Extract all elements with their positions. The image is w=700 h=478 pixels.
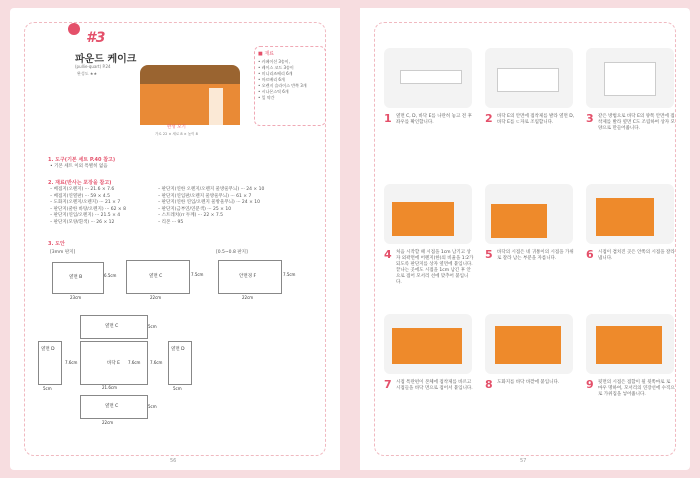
dimension-label: 21.6cm [102, 385, 118, 390]
dimension-label: 7.5cm [283, 272, 296, 277]
dimension-label: 5cm [173, 386, 182, 391]
step-text: 뒷면의 시접은 접합이 될 뒷쪽마로 로 마우 명하여, 모서리의 연장선에 수직으로 가위집을 넣어줍니다. [598, 380, 675, 398]
step-text: 옆면 C, D, 바닥 E를 나란히 놓고 전 후좌우를 확인합니다. [396, 114, 472, 126]
materials-item: • 시나몬스틱 6개 [258, 89, 289, 94]
step-4-photo [384, 184, 472, 244]
recipe-title: 파운드 케이크 [75, 54, 137, 65]
materials-section-heading: 2. 재료(반사는 포장을 참고) [48, 180, 112, 186]
pattern-piece-c: 옆면 C [126, 260, 190, 294]
dimension-label: 23cm [70, 295, 82, 300]
step-text: 바닥의 시접은 네 귀퉁이의 시접을 가위로 잘라 남는 부분을 자릅니다. [497, 250, 574, 262]
net-top-piece: 옆면 C [80, 315, 148, 339]
step-number: 8 [485, 378, 493, 391]
page-number: 56 [170, 458, 177, 464]
heart-badge-icon [68, 23, 80, 35]
dimension-label: 6.5cm [104, 273, 117, 278]
materials-item: • 레이스 코드 3송이 [258, 65, 294, 70]
left-page [10, 8, 340, 470]
materials-list-left: – 베접지(오렌지) ··· 21.6 × 7.6 – 베접지(연열판) ··· 59 × 4.5 – 도화지(오렌지/오렌지) ··· 21 × 7 – 판단지(쿨한 바탕/오렌지) ··· 62 × 8 – 판단지(연입/오렌지) ··· 21.5 × 4 – 판단지(모양/흰색) ··· 26 × 12 [50, 187, 126, 225]
page-number: 57 [520, 458, 527, 464]
dimension-label: 7.6cm [150, 360, 163, 365]
tools-text: • 기본 세트 이외 특별히 없음 [50, 164, 108, 169]
materials-item: • 미니리즈베리 6개 [258, 71, 293, 76]
step-9-photo [586, 314, 674, 374]
materials-item: • 마르베리 6개 [258, 77, 285, 82]
dimension-label: 7.6cm [128, 360, 141, 365]
step-number: 6 [586, 248, 594, 261]
pattern-note-right: [0.5~0.8 판지] [216, 250, 248, 255]
net-left-piece: 옆면 D [38, 341, 62, 385]
dimension-label: 7.5cm [191, 272, 204, 277]
step-number: 5 [485, 248, 493, 261]
dimension-label: 22cm [150, 295, 162, 300]
dimension-label: 5cm [148, 324, 157, 329]
materials-item: • 잎 약간 [258, 95, 275, 100]
step-number: 4 [384, 248, 392, 261]
recipe-subtitle: (pullie-quart) P.24 [75, 64, 111, 69]
dimension-label: 22cm [102, 420, 114, 425]
step-number: 3 [586, 112, 594, 125]
tools-heading: 1. 도구(기본 세트 P.40 참고) [48, 157, 116, 163]
step-text: 시접 특란펀이 본체에 접착제를 바르고 시접들을 바닥 면으로 접어서 붙입니다. [396, 380, 473, 392]
step-2-photo [485, 48, 573, 108]
right-page [360, 8, 690, 470]
step-text: 처음 시작할 때 시접을 1cm 남기고 상자 외곽면에 어렌지(한)의 비율을 1:2가 되도록 판단지를 상자 옆면에 붙입니다. 끝나는 곳에도 시접을 1cm 남긴 후 안으로 접어 모서리 선에 맞추어 붙입니다. [396, 250, 474, 286]
difficulty: 완성도 ★★ [77, 71, 98, 76]
step-number: 1 [384, 112, 392, 125]
net-right-piece: 옆면 D [168, 341, 192, 385]
dimension-label: 5cm [148, 404, 157, 409]
image-caption-size: 가로 22 × 세로 8 × 높이 8 [155, 132, 198, 136]
net-center-piece: 바닥 E [80, 341, 148, 385]
pattern-piece-f: 안면경 F [218, 260, 282, 294]
step-text: 시접이 겹치진 곳은 안쪽의 시접을 잘라냅니다. [598, 250, 675, 262]
step-8-photo [485, 314, 573, 374]
step-6-photo [586, 184, 674, 244]
step-text: 바닥 E의 안면에 접착제를 발라 옆면 D, 바닥 E를 ㄷ자로 조립합니다. [497, 114, 575, 126]
step-3-photo [586, 48, 674, 108]
step-7-photo [384, 314, 472, 374]
pattern-heading: 3. 도안 [48, 241, 65, 247]
materials-list-right: – 판단지(연한 오렌지/오렌지 물방울무늬) ··· 24 × 10 – 판단지(연입판/오렌지 물방울무늬) ··· 61 × 7 – 판단지(연한 연입/오렌지 물방울무늬) ··· 24 × 10 – 판단지(금부연/연분색) ··· 25 × 10 – 스트레치(rr 두께) ··· 22 × 7.5 – 리본 ··· 95 [158, 187, 265, 225]
materials-item: • 카페이션 3송이, [258, 59, 290, 64]
dimension-label: 22cm [242, 295, 254, 300]
recipe-number: #3 [86, 30, 106, 46]
pattern-piece-b: 옆면 B [52, 262, 104, 294]
dimension-label: 5cm [43, 386, 52, 391]
cake-illustration [140, 61, 240, 125]
step-1-photo [384, 48, 472, 108]
net-bottom-piece: 옆면 C [80, 395, 148, 419]
materials-heading: ■ 재료 [258, 51, 274, 57]
step-number: 9 [586, 378, 594, 391]
step-text: 도화지를 바닥 바깥에 붙입니다. [497, 380, 560, 385]
step-number: 2 [485, 112, 493, 125]
image-caption: 완성 모기 [167, 125, 186, 130]
step-text: 같은 방법으로 바닥 E의 양쪽 안면에 접착제를 발라 옆면 C도 조립하여 상자 모양으로 만들어줍니다. [598, 114, 675, 132]
materials-item: • 오렌지 슬라이스 반쪽 3개 [258, 83, 307, 88]
pattern-note-left: [3mm 판지] [50, 250, 76, 255]
dimension-label: 7.6cm [65, 360, 78, 365]
step-number: 7 [384, 378, 392, 391]
step-5-photo [485, 184, 573, 244]
materials-box [254, 46, 326, 126]
